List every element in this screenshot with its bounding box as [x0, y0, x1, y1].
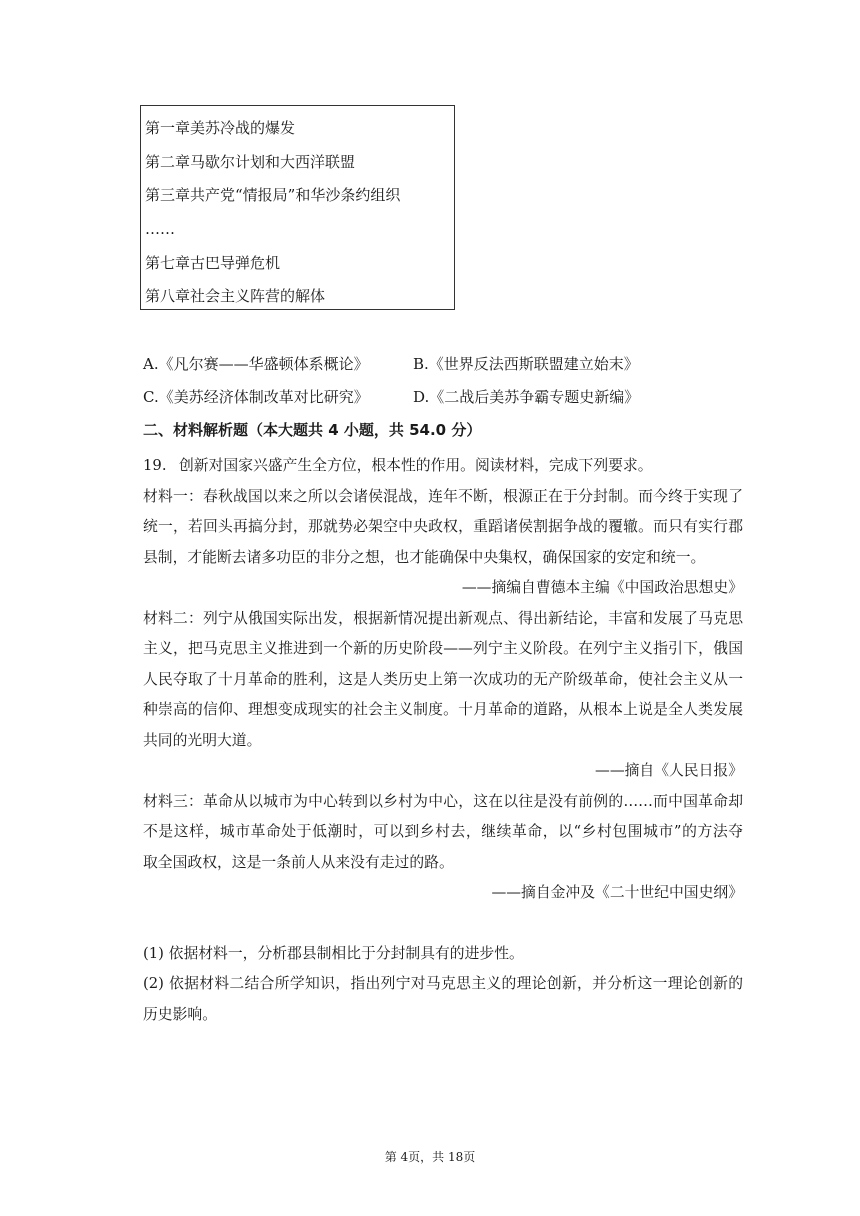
- material2-line: 人民夺取了十月革命的胜利，这是人类历史上第一次成功的无产阶级革命，使社会主义从一: [143, 670, 743, 688]
- material2-line: 主义，把马克思主义推进到一个新的历史阶段——列宁主义阶段。在列宁主义指引下，俄国: [143, 640, 743, 657]
- material3-line: 取全国政权，这是一条前人从来没有走过的路。: [143, 853, 454, 871]
- option-b: B.《世界反法西斯联盟建立始末》: [413, 355, 639, 373]
- material2-source: ——摘自《人民日报》: [595, 762, 743, 779]
- chapter-item: 第七章古巴导弹危机: [145, 253, 281, 272]
- sub-question-2-line: 历史影响。: [143, 1005, 217, 1023]
- material3-line: 不是这样，城市革命处于低潮时，可以到乡村去，继续革命，以“乡村包围城市”的方法夺: [143, 823, 743, 840]
- question-number: 19.: [143, 457, 167, 474]
- answer-options: [143, 348, 763, 414]
- material1-line: 县制，才能断去诸多功臣的非分之想，也才能确保中央集权，确保国家的安定和统一。: [143, 548, 706, 566]
- question-19: [143, 451, 743, 1030]
- material1-source: ——摘编自曹德本主编《中国政治思想史》: [461, 579, 743, 596]
- question-stem-text: 创新对国家兴盛产生全方位，根本性的作用。阅读材料，完成下列要求。: [179, 457, 653, 474]
- chapter-item: 第八章社会主义阵营的解体: [145, 287, 326, 306]
- material2-line: 种崇高的信仰、理想变成现实的社会主义制度。十月革命的道路，从根本上说是全人类发展: [143, 701, 743, 718]
- option-c: C.《美苏经济体制改革对比研究》: [143, 388, 369, 406]
- material3-line: 材料三：革命从以城市为中心转到以乡村为中心，这在以往是没有前例的……而中国革命却: [143, 792, 743, 810]
- chapter-item: 第二章马歇尔计划和大西洋联盟: [145, 152, 356, 171]
- chapter-list-box: [140, 105, 455, 310]
- page-footer: 第 4页，共 18页: [384, 1150, 476, 1164]
- chapter-item: 第三章共产党“情报局”和华沙条约组织: [145, 186, 401, 205]
- chapter-item: 第一章美苏冷战的爆发: [145, 119, 296, 137]
- material2-line: 共同的光明大道。: [143, 731, 262, 749]
- material2-line: 材料二：列宁从俄国实际出发，根据新情况提出新观点、得出新结论，丰富和发展了马克思: [143, 609, 743, 627]
- question-stem: [143, 451, 743, 482]
- sub-question-2-line: (2) 依据材料二结合所学知识，指出列宁对马克思主义的理论创新，并分析这一理论创新的: [143, 975, 743, 992]
- option-a: A.《凡尔赛——华盛顿体系概论》: [143, 355, 369, 373]
- material1-line: 统一，若回头再搞分封，那就势必架空中央政权，重蹈诸侯割据争战的覆辙。而只有实行郡: [143, 518, 743, 535]
- section-title: 二、材料解析题（本大题共 4 小题，共 54.0 分）: [143, 421, 482, 439]
- material3-source: ——摘自金冲及《二十世纪中国史纲》: [491, 884, 743, 901]
- chapter-ellipsis: ……: [145, 220, 175, 239]
- sub-question-1: (1) 依据材料一，分析郡县制相比于分封制具有的进步性。: [143, 944, 524, 962]
- material1-line: 材料一：春秋战国以来之所以会诸侯混战，连年不断，根源正在于分封制。而今终于实现了: [143, 487, 743, 505]
- option-d: D.《二战后美苏争霸专题史新编》: [413, 388, 640, 406]
